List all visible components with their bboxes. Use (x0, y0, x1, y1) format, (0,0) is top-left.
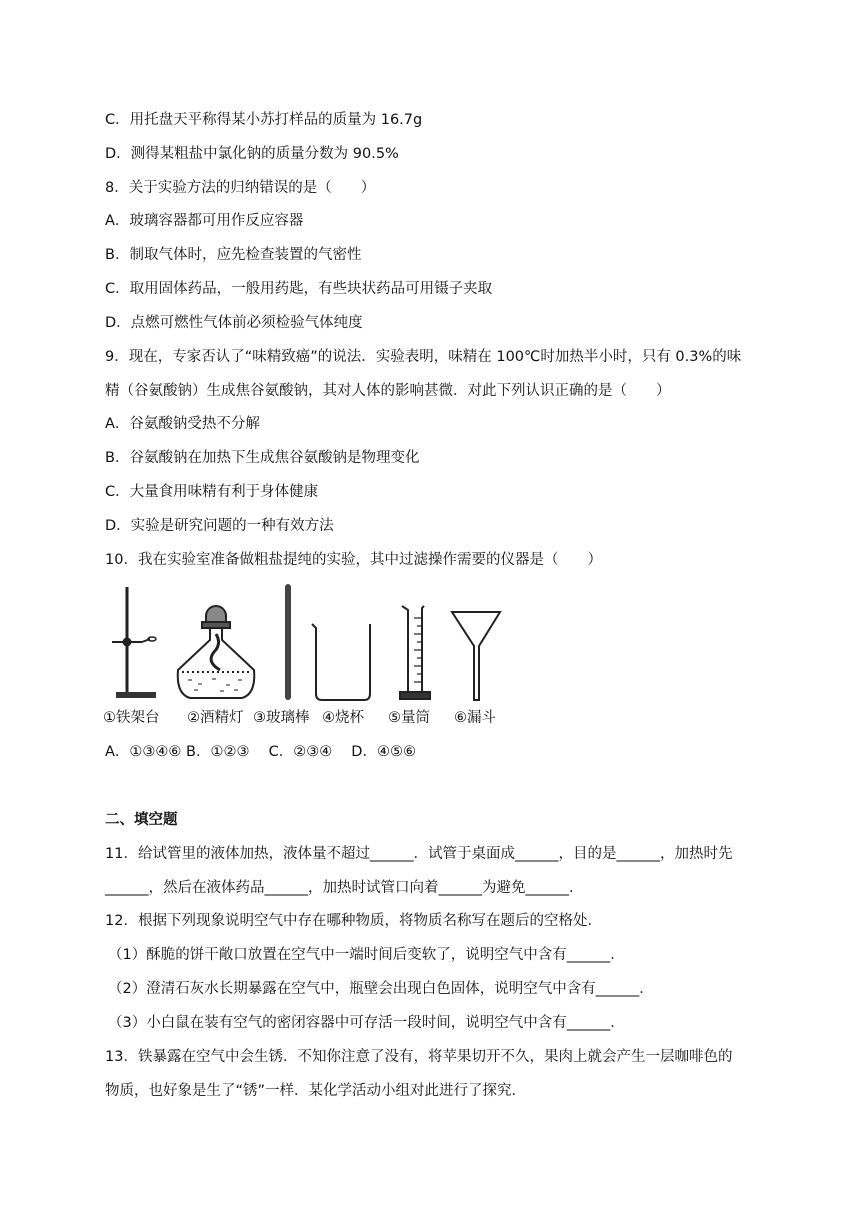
q12-sub3: （3）小白鼠在装有空气的密闭容器中可存活一段时间，说明空气中含有______． (108, 1015, 625, 1031)
beaker-icon (312, 624, 370, 700)
q8-option-c: C．取用固体药品，一般用药匙，有些块状药品可用镊子夹取 (105, 281, 493, 297)
q8-option-b: B．制取气体时，应先检查装置的气密性 (105, 247, 362, 263)
q11-line1: 11．给试管里的液体加热，液体量不超过______．试管于桌面成______，目的是______，加热时先 (105, 846, 733, 862)
glass-rod-icon (285, 584, 291, 700)
iron-stand-icon (112, 587, 156, 698)
label-alcohol-lamp: ②酒精灯 (187, 710, 244, 726)
q12-stem: 12．根据下列现象说明空气中存在哪种物质，将物质名称写在题后的空格处． (105, 913, 602, 929)
label-funnel: ⑥漏斗 (454, 710, 496, 726)
label-glass-rod: ③玻璃棒 (253, 710, 310, 726)
q7-option-d: D．测得某粗盐中氯化钠的质量分数为 90.5% (105, 146, 399, 162)
q7-option-c: C．用托盘天平称得某小苏打样品的质量为 16.7g (105, 112, 423, 128)
q11-line2: ______，然后在液体药品______，加热时试管口向着______为避免______． (105, 880, 584, 896)
q8-option-d: D．点燃可燃性气体前必须检验气体纯度 (105, 315, 363, 331)
section-heading: 二、填空题 (105, 812, 178, 828)
q10-stem: 10．我在实验室准备做粗盐提纯的实验，其中过滤操作需要的仪器是（ ） (105, 552, 602, 568)
q9-stem-line2: 精（谷氨酸钠）生成焦谷氨酸钠，其对人体的影响甚微．对此下列认识正确的是（ ） (105, 383, 671, 399)
q8-option-a: A．玻璃容器都可用作反应容器 (105, 213, 304, 229)
q9-option-d: D．实验是研究问题的一种有效方法 (105, 518, 334, 534)
graduated-cylinder-icon (400, 606, 430, 699)
q9-option-c: C．大量食用味精有利于身体健康 (105, 484, 319, 500)
q12-sub2: （2）澄清石灰水长期暴露在空气中，瓶壁会出现白色固体，说明空气中含有______． (108, 981, 654, 997)
q9-option-b: B．谷氨酸钠在加热下生成焦谷氨酸钠是物理变化 (105, 450, 420, 466)
q13-line1: 13．铁暴露在空气中会生锈．不知你注意了没有，将苹果切开不久，果肉上就会产生一层咖啡色的 (105, 1049, 733, 1065)
q8-stem: 8．关于实验方法的归纳错误的是（ ） (105, 180, 376, 196)
label-graduated-cylinder: ⑤量筒 (388, 710, 430, 726)
label-iron-stand: ①铁架台 (103, 710, 160, 726)
q13-line2: 物质，也好象是生了“锈”一样．某化学活动小组对此进行了探究． (105, 1083, 527, 1099)
q9-stem-line1: 9．现在，专家否认了“味精致癌”的说法．实验表明，味精在 100℃时加热半小时，只有 0.3%的味 (105, 349, 742, 365)
funnel-icon (452, 612, 500, 700)
q10-options: A．①③④⑥ B．①②③ C．②③④ D．④⑤⑥ (105, 744, 416, 760)
alcohol-lamp-icon (178, 606, 255, 698)
q9-option-a: A．谷氨酸钠受热不分解 (105, 416, 260, 432)
label-beaker: ④烧杯 (322, 710, 364, 726)
q12-sub1: （1）酥脆的饼干敞口放置在空气中一端时间后变软了，说明空气中含有______． (108, 947, 625, 963)
